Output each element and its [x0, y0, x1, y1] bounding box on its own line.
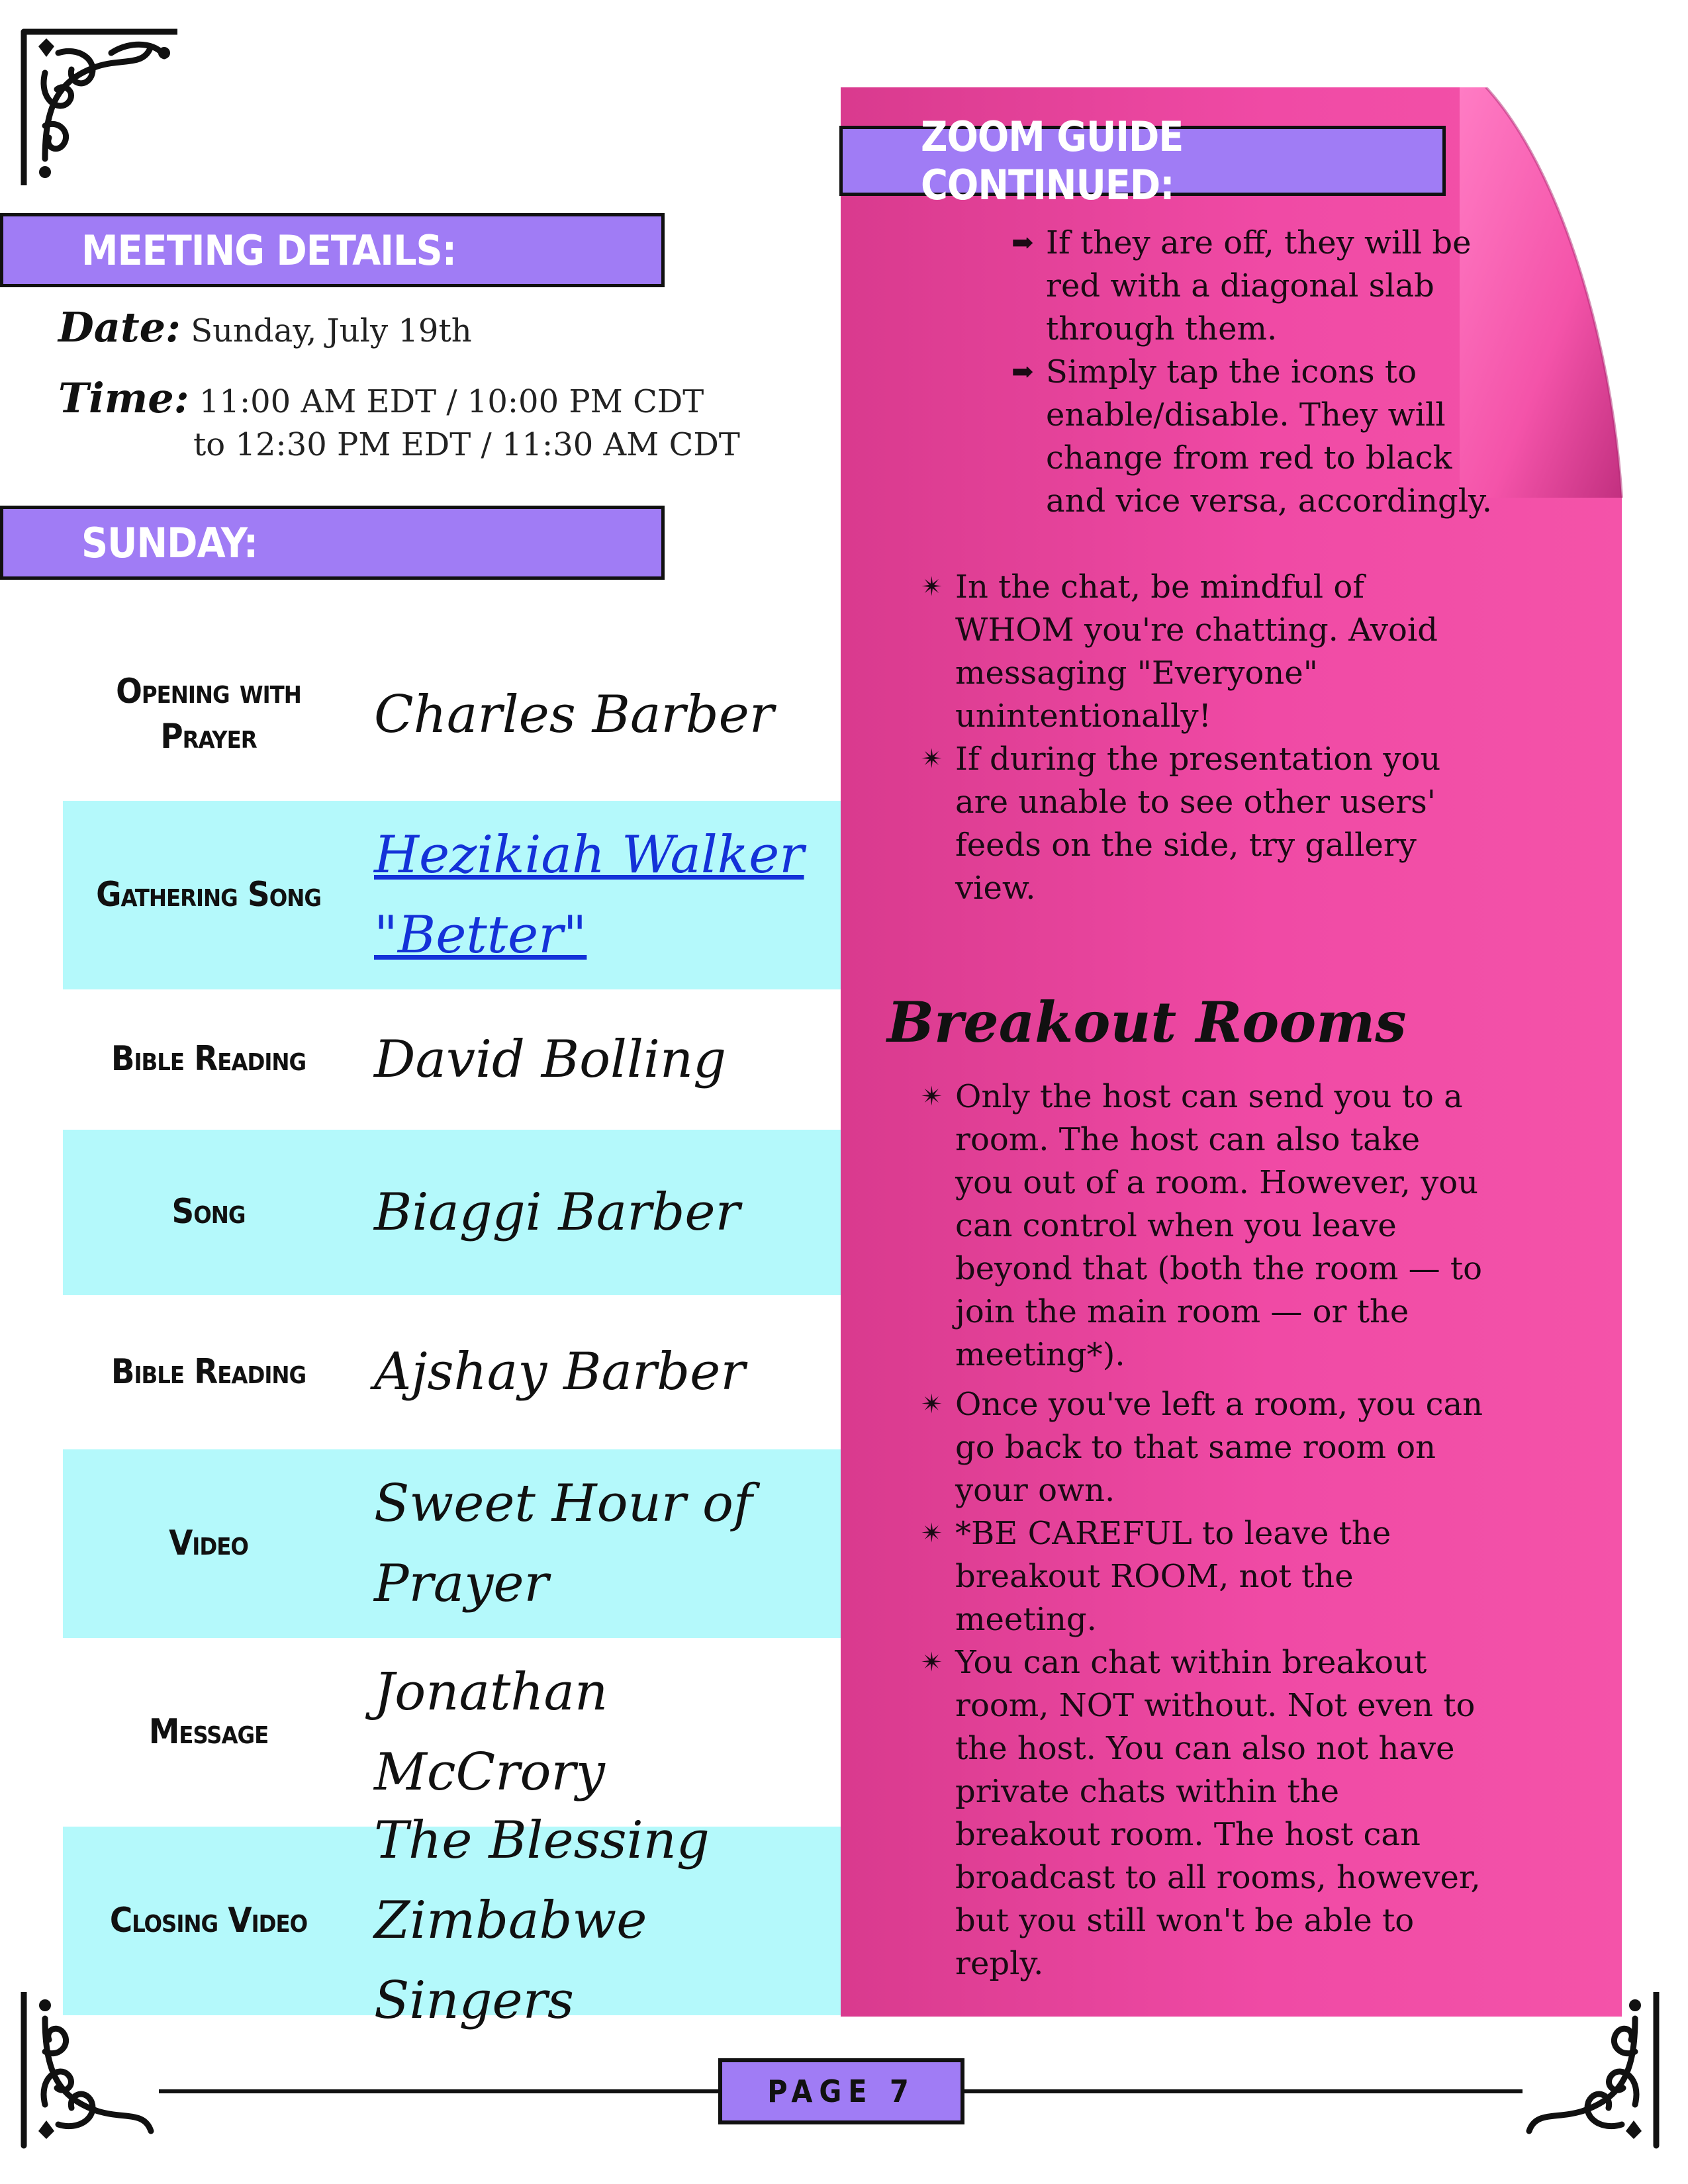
program-row — [63, 1811, 841, 2030]
page-number: PAGE 7 — [718, 2058, 964, 2124]
program-person: Biaggi Barber — [374, 1182, 740, 1242]
date-value: Sunday, July 19th — [191, 312, 472, 349]
song-link[interactable]: Hezikiah Walker "Better" — [374, 825, 804, 965]
program-person: Ajshay Barber — [374, 1342, 745, 1402]
program-role: Bible Reading — [111, 1039, 306, 1079]
time-label: Time: — [58, 374, 189, 422]
list-item — [1011, 351, 1503, 523]
list-item-text: If during the presentation you are unable to see other users' feeds on the side, try gallery view. — [955, 741, 1441, 907]
program-person: Charles Barber — [374, 684, 774, 745]
list-item-text: Once you've left a room, you can go back to that same room on your own. — [955, 1386, 1483, 1509]
list-item — [921, 1641, 1485, 1985]
asterisk-bullet-icon: ✴ — [921, 572, 943, 602]
list-item-text: Only the host can send you to a room. The host can also take you out of a room. However, you can control when you leave beyond that (both the room — to join the main room — or the meeting*). — [955, 1078, 1483, 1373]
time-line — [58, 374, 704, 422]
arrow-bullet-icon: ➡ — [1011, 357, 1034, 387]
list-item — [1011, 222, 1503, 351]
program-role: Opening with Prayer — [116, 672, 301, 756]
program-person: Jonathan McCrory — [374, 1662, 608, 1802]
arrow-bullet-icon: ➡ — [1011, 228, 1034, 258]
asterisk-bullet-icon: ✴ — [921, 1518, 943, 1549]
asterisk-bullet-icon: ✴ — [921, 1389, 943, 1420]
list-item — [921, 1512, 1485, 1641]
program-row — [63, 629, 841, 801]
program-row — [63, 989, 841, 1130]
date-line — [58, 303, 472, 351]
list-item-text: *BE CAREFUL to leave the breakout ROOM, not the meeting. — [955, 1515, 1391, 1638]
program-person: Sweet Hour of Prayer — [374, 1473, 753, 1614]
scroll-ornament-icon — [19, 1992, 177, 2151]
program-row — [63, 1295, 841, 1449]
meeting-details-heading: MEETING DETAILS: — [0, 213, 665, 287]
program-role: Bible Reading — [111, 1351, 306, 1392]
date-label: Date: — [58, 303, 181, 351]
list-item — [921, 1075, 1485, 1377]
program-row — [63, 1130, 841, 1295]
footer-divider — [159, 2089, 718, 2093]
program-role: Song — [171, 1192, 246, 1232]
program-row — [63, 1449, 841, 1638]
program-role: Message — [148, 1711, 269, 1752]
asterisk-bullet-icon: ✴ — [921, 1647, 943, 1678]
zoom-guide-heading: ZOOM GUIDE CONTINUED: — [839, 126, 1446, 196]
footer-divider — [964, 2089, 1523, 2093]
program-role: Closing Video — [109, 1900, 308, 1940]
list-item-text: If they are off, they will be red with a diagonal slab through them. — [1046, 224, 1472, 347]
scroll-ornament-icon — [19, 26, 177, 185]
program-person: The Blessing Zimbabwe Singers — [374, 1811, 710, 2030]
breakout-rooms-heading: Breakout Rooms — [887, 989, 1407, 1055]
list-item — [921, 1383, 1485, 1512]
list-item — [921, 566, 1485, 738]
program-row — [63, 801, 841, 989]
asterisk-bullet-icon: ✴ — [921, 744, 943, 774]
list-item — [921, 738, 1485, 910]
asterisk-bullet-icon: ✴ — [921, 1081, 943, 1112]
sunday-heading: SUNDAY: — [0, 506, 665, 580]
program-role: Video — [169, 1523, 248, 1563]
list-item-text: Simply tap the icons to enable/disable. They will change from red to black and vice versa, accordingly. — [1046, 353, 1493, 520]
list-item-text: In the chat, be mindful of WHOM you're chatting. Avoid messaging "Everyone" unintentionally! — [955, 569, 1438, 735]
program-role: Gathering Song — [96, 874, 321, 915]
program-person: David Bolling — [374, 1029, 727, 1089]
time-value-continued: to 12:30 PM EDT / 11:30 AM CDT — [193, 426, 740, 463]
time-value: 11:00 AM EDT / 10:00 PM CDT — [199, 383, 704, 420]
program-row — [63, 1638, 841, 1827]
list-item-text: You can chat within breakout room, NOT without. Not even to the host. You can also not have private chats within the breakout room. The host can broadcast to all rooms, however, but you still won't be able to reply. — [955, 1644, 1481, 1982]
